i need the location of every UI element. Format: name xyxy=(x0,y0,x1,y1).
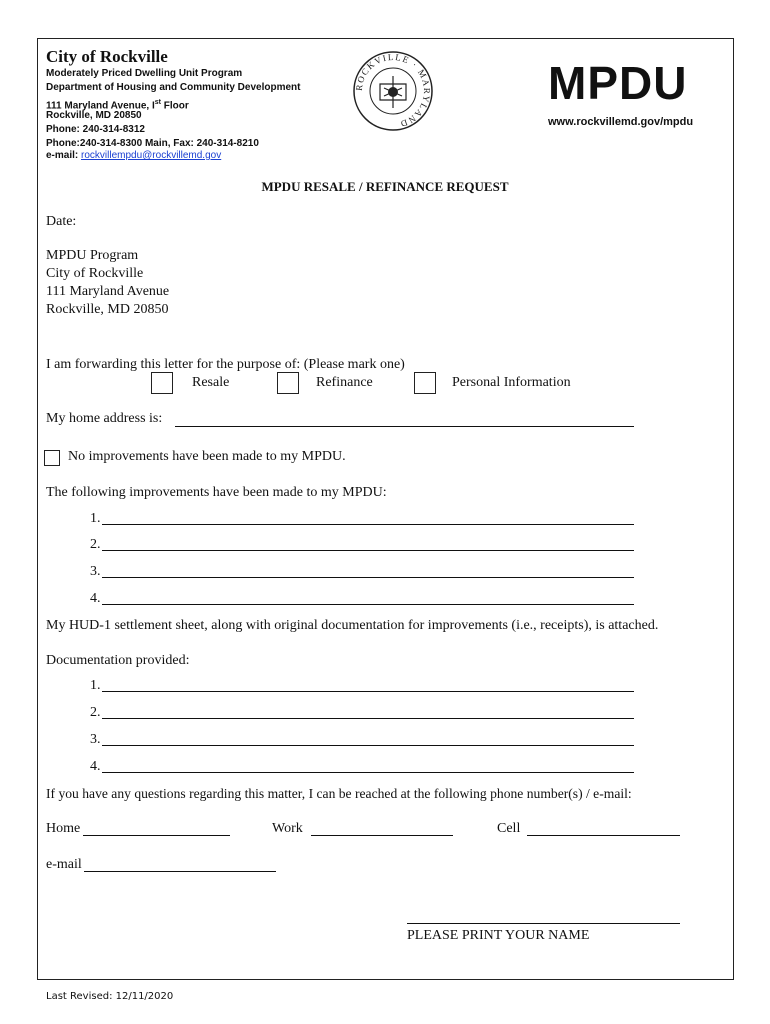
address-sup: st xyxy=(154,99,161,106)
recipient-line2: City of Rockville xyxy=(46,266,144,281)
mpdu-logo: MPDU xyxy=(548,57,688,109)
improvement-field-1[interactable] xyxy=(102,524,634,525)
phone-main: Phone:240-314-8300 Main, Fax: 240-314-8210 xyxy=(46,138,259,149)
email-line xyxy=(46,150,221,162)
program-name: Moderately Priced Dwelling Unit Program xyxy=(46,68,243,79)
print-name-field[interactable] xyxy=(407,923,680,924)
documentation-field-1[interactable] xyxy=(102,691,634,692)
improvement-number-1: 1. xyxy=(90,511,101,526)
seal-text: ROCKVILLE · MARYLAND xyxy=(353,51,433,130)
home-phone-field[interactable] xyxy=(83,835,230,836)
address-floor: Floor xyxy=(161,100,189,112)
hud-statement: My HUD-1 settlement sheet, along with original documentation for improvements (i.e., receipts), is attached. xyxy=(46,618,659,633)
personal-info-checkbox[interactable] xyxy=(414,372,436,394)
refinance-label: Refinance xyxy=(316,375,373,390)
improvement-number-3: 3. xyxy=(90,564,101,579)
improvement-field-2[interactable] xyxy=(102,550,634,551)
documentation-field-3[interactable] xyxy=(102,745,634,746)
email-label: e-mail: xyxy=(46,150,82,161)
no-improvements-checkbox[interactable] xyxy=(44,450,60,466)
resale-label: Resale xyxy=(192,375,230,390)
home-phone-label: Home xyxy=(46,821,81,836)
improvement-field-3[interactable] xyxy=(102,577,634,578)
cell-phone-label: Cell xyxy=(497,821,521,836)
improvement-field-4[interactable] xyxy=(102,604,634,605)
phone: Phone: 240-314-8312 xyxy=(46,124,145,135)
email-link[interactable]: rockvillempdu@rockvillemd.gov xyxy=(81,150,222,161)
recipient-line4: Rockville, MD 20850 xyxy=(46,302,169,317)
email-field[interactable] xyxy=(84,871,276,872)
improvement-number-2: 2. xyxy=(90,537,101,552)
address-street: 111 Maryland Avenue, I xyxy=(46,100,155,112)
last-revised: Last Revised: 12/11/2020 xyxy=(46,991,174,1002)
documentation-field-2[interactable] xyxy=(102,718,634,719)
documentation-number-3: 3. xyxy=(90,732,101,747)
refinance-checkbox[interactable] xyxy=(277,372,299,394)
email-field-label: e-mail xyxy=(46,857,82,872)
documentation-number-1: 1. xyxy=(90,678,101,693)
documentation-number-2: 2. xyxy=(90,705,101,720)
documentation-field-4[interactable] xyxy=(102,772,634,773)
print-name-label: PLEASE PRINT YOUR NAME xyxy=(407,928,590,943)
resale-checkbox[interactable] xyxy=(151,372,173,394)
documentation-label: Documentation provided: xyxy=(46,653,190,668)
department-name: Department of Housing and Community Development xyxy=(46,82,301,93)
recipient-line1: MPDU Program xyxy=(46,248,139,263)
questions-text: If you have any questions regarding this matter, I can be reached at the following phone number(s) / e-mail: xyxy=(46,786,632,801)
address-line2: Rockville, MD 20850 xyxy=(46,110,142,121)
city-seal-icon xyxy=(352,50,434,132)
recipient-line3: 111 Maryland Avenue xyxy=(46,284,170,299)
improvements-label: The following improvements have been made to my MPDU: xyxy=(46,485,387,500)
purpose-text: I am forwarding this letter for the purpose of: (Please mark one) xyxy=(46,357,405,372)
form-title: MPDU RESALE / REFINANCE REQUEST xyxy=(261,179,509,194)
improvement-number-4: 4. xyxy=(90,591,101,606)
date-label: Date: xyxy=(46,214,77,229)
home-address-field[interactable] xyxy=(175,426,634,427)
no-improvements-label: No improvements have been made to my MPDU. xyxy=(68,449,346,464)
personal-info-label: Personal Information xyxy=(452,375,571,390)
city-name: City of Rockville xyxy=(46,47,168,66)
documentation-number-4: 4. xyxy=(90,759,101,774)
work-phone-field[interactable] xyxy=(311,835,453,836)
work-phone-label: Work xyxy=(272,821,303,836)
home-address-label: My home address is: xyxy=(46,411,163,426)
website-link[interactable]: www.rockvillemd.gov/mpdu xyxy=(548,116,694,128)
cell-phone-field[interactable] xyxy=(527,835,680,836)
